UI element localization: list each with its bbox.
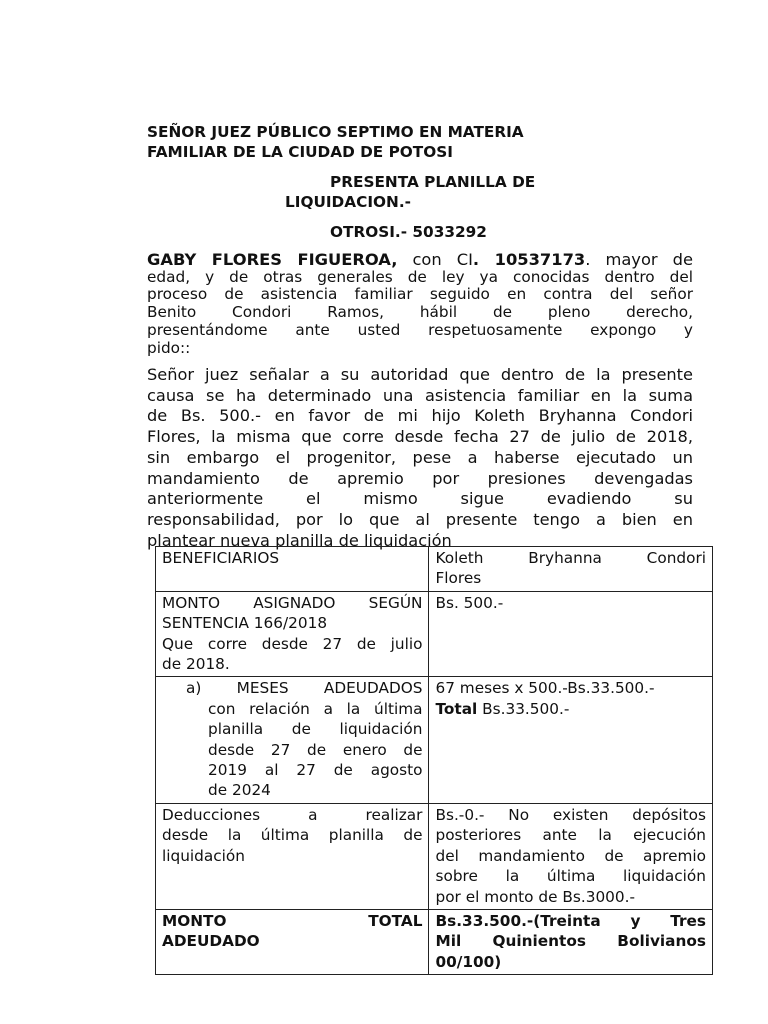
body-line: sin embargo el progenitor, pese a haberse ejecutado un [147, 447, 693, 467]
beneficiary-name-line-2: Flores [435, 569, 482, 588]
monto-asignado-label-line: Que corre desde 27 de julio [162, 634, 423, 653]
beneficiarios-label-cell [156, 547, 429, 592]
liquidation-table [155, 546, 713, 975]
list-marker: a) [186, 679, 202, 698]
body-line: de Bs. 500.- en favor de mi hijo Koleth Bryhanna Condori [147, 406, 693, 426]
intro-paragraph [147, 251, 693, 357]
subject-line-2: LIQUIDACION.- [285, 193, 411, 211]
intro-line-5: presentándome ante usted respetuosamente expongo y [147, 320, 693, 339]
body-line: Señor juez señalar a su autoridad que dentro de la presente [147, 365, 693, 384]
meses-adeudados-value-cell [429, 677, 713, 803]
meses-adeudados-label-line: de 2024 [208, 781, 271, 800]
monto-asignado-value-cell [429, 591, 713, 677]
deducciones-label-line: liquidación [162, 846, 245, 865]
deducciones-label-line: desde la última planilla de [162, 826, 423, 845]
total-value: Bs.33.500.- [477, 699, 570, 718]
monto-asignado-label-line: MONTO ASIGNADO SEGÚN [162, 593, 423, 612]
monto-total-label-line: ADEUDADO [162, 932, 260, 951]
beneficiary-name-line-1: Koleth Bryhanna Condori [435, 549, 706, 567]
body-line: causa se ha determinado una asistencia familiar en la suma [147, 385, 693, 405]
monto-total-value-line: 00/100) [435, 952, 502, 971]
deducciones-label-cell [156, 803, 429, 909]
meses-calculation: 67 meses x 500.-Bs.33.500.- [435, 679, 655, 698]
meses-adeudados-label-cell [156, 677, 429, 803]
petitioner-name: GABY FLORES FIGUEROA, [147, 250, 398, 269]
ci-label: con CI [397, 250, 473, 269]
deducciones-value-line: Bs.-0.- No existen depósitos [435, 805, 706, 824]
monto-asignado-value: Bs. 500.- [435, 593, 504, 612]
meses-adeudados-label-line [162, 678, 422, 698]
ci-number: . 10537173 [472, 250, 586, 269]
meses-adeudados-label-line: 2019 al 27 de agosto [208, 761, 423, 780]
deducciones-value-cell [429, 803, 713, 909]
total-label: Total [435, 699, 478, 718]
meses-total-line [435, 699, 706, 719]
deducciones-label-line: Deducciones a realizar [162, 805, 423, 824]
beneficiarios-value-cell [429, 547, 713, 592]
intro-line-2: edad, y de otras generales de ley ya conocidas dentro del [147, 267, 693, 286]
meses-adeudados-label-line: con relación a la última [208, 699, 423, 718]
body-line: Flores, la misma que corre desde fecha 27 de julio de 2018, [147, 427, 693, 447]
meses-adeudados-title: MESES ADEUDADOS [236, 679, 423, 698]
monto-total-value-line: Bs.33.500.-(Treinta y Tres [435, 911, 706, 930]
deducciones-value-line: del mandamiento de apremio [435, 846, 706, 865]
otrosi-line: OTROSI.- 5033292 [330, 223, 487, 241]
table-row-deducciones [156, 803, 713, 909]
beneficiarios-label: BENEFICIARIOS [162, 549, 280, 567]
intro-line-4: Benito Condori Ramos, hábil de pleno derecho, [147, 303, 693, 322]
monto-asignado-label-cell [156, 591, 429, 677]
monto-total-value-cell [429, 909, 713, 974]
intro-line-1-rest: . mayor de [585, 250, 693, 269]
table-row-beneficiarios [156, 547, 713, 592]
body-line: plantear nueva planilla de liquidación [147, 530, 452, 550]
main-paragraph [147, 365, 693, 551]
monto-total-label-line: MONTO TOTAL [162, 911, 423, 930]
subject-line-1: PRESENTA PLANILLA DE [330, 173, 536, 191]
table-row-monto-total [156, 909, 713, 974]
monto-total-label-cell [156, 909, 429, 974]
table-row-monto-asignado [156, 591, 713, 677]
table-row-meses-adeudados [156, 677, 713, 803]
deducciones-value-line: sobre la última liquidación [435, 867, 706, 886]
intro-line-1 [147, 251, 693, 269]
intro-line-3: proceso de asistencia familiar seguido en contra del señor [147, 285, 693, 304]
body-line: anteriormente el mismo sigue evadiendo su [147, 489, 693, 509]
deducciones-value-line: por el monto de Bs.3000.- [435, 887, 636, 906]
monto-asignado-label-line: SENTENCIA 166/2018 [162, 614, 328, 633]
monto-total-value-line: Mil Quinientos Bolivianos [435, 932, 706, 951]
meses-adeudados-label-line: desde 27 de enero de [208, 740, 423, 759]
meses-adeudados-label-line: planilla de liquidación [208, 720, 423, 739]
body-line: mandamiento de apremio por presiones devengadas [147, 468, 693, 488]
addressee-line-2: FAMILIAR DE LA CIUDAD DE POTOSI [147, 143, 453, 161]
intro-line-6: pido:: [147, 338, 191, 357]
addressee-line-1: SEÑOR JUEZ PÚBLICO SEPTIMO EN MATERIA [147, 123, 524, 141]
monto-asignado-label-line: de 2018. [162, 655, 230, 674]
body-line: responsabilidad, por lo que al presente tengo a bien en [147, 509, 693, 529]
deducciones-value-line: posteriores ante la ejecución [435, 826, 706, 845]
